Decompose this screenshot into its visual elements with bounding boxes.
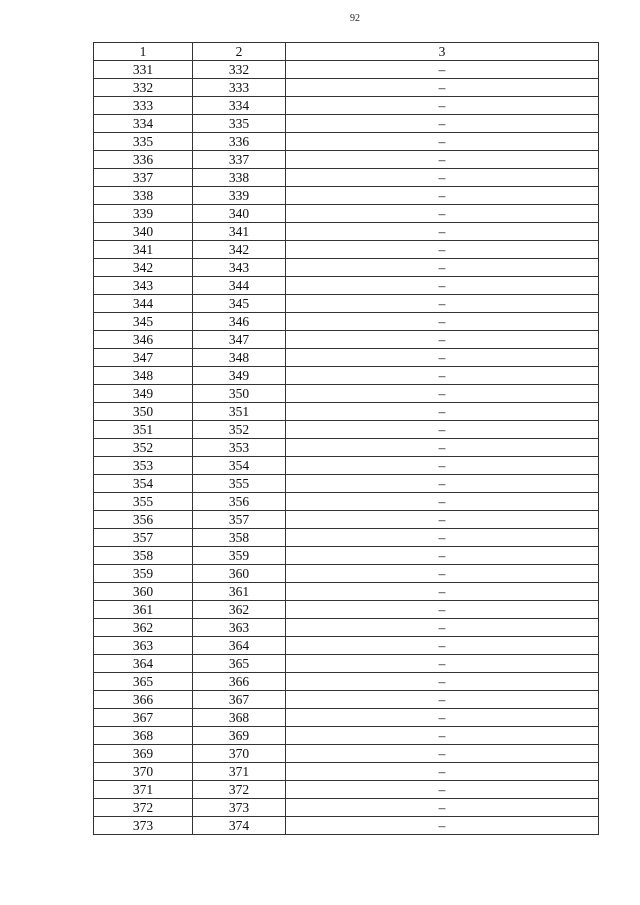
table-cell-col-3: – bbox=[286, 709, 599, 727]
table-row bbox=[94, 367, 599, 385]
table-cell-col-3: – bbox=[286, 799, 599, 817]
table-cell-col-3: – bbox=[286, 817, 599, 835]
table-row bbox=[94, 745, 599, 763]
table-row bbox=[94, 61, 599, 79]
table-cell-col-2: 361 bbox=[193, 583, 286, 601]
table-cell-col-1: 364 bbox=[94, 655, 193, 673]
table-cell-col-2: 332 bbox=[193, 61, 286, 79]
table-cell-col-2: 368 bbox=[193, 709, 286, 727]
table-cell-col-1: 349 bbox=[94, 385, 193, 403]
table-row bbox=[94, 313, 599, 331]
table-cell-col-2: 335 bbox=[193, 115, 286, 133]
table-cell-col-1: 335 bbox=[94, 133, 193, 151]
table-row bbox=[94, 511, 599, 529]
table-cell-col-3: – bbox=[286, 331, 599, 349]
table-cell-col-1: 333 bbox=[94, 97, 193, 115]
table-row bbox=[94, 205, 599, 223]
table-cell-col-1: 341 bbox=[94, 241, 193, 259]
table-cell-col-3: – bbox=[286, 745, 599, 763]
table-cell-col-2: 367 bbox=[193, 691, 286, 709]
table-cell-col-3: – bbox=[286, 151, 599, 169]
table-row bbox=[94, 817, 599, 835]
table-cell-col-3: – bbox=[286, 295, 599, 313]
table-row bbox=[94, 799, 599, 817]
table-cell-col-1: 343 bbox=[94, 277, 193, 295]
table-cell-col-1: 352 bbox=[94, 439, 193, 457]
table-cell-col-2: 373 bbox=[193, 799, 286, 817]
table-cell-col-1: 339 bbox=[94, 205, 193, 223]
table-cell-col-2: 355 bbox=[193, 475, 286, 493]
table-cell-col-2: 358 bbox=[193, 529, 286, 547]
table-cell-col-2: 371 bbox=[193, 763, 286, 781]
table-row bbox=[94, 475, 599, 493]
table-cell-col-1: 363 bbox=[94, 637, 193, 655]
table-cell-col-3: – bbox=[286, 367, 599, 385]
table-cell-col-2: 350 bbox=[193, 385, 286, 403]
table-cell-col-3: – bbox=[286, 205, 599, 223]
table-cell-col-3: – bbox=[286, 781, 599, 799]
table-cell-col-1: 334 bbox=[94, 115, 193, 133]
table-cell-col-3: – bbox=[286, 637, 599, 655]
table-cell-col-3: – bbox=[286, 673, 599, 691]
table-cell-col-1: 354 bbox=[94, 475, 193, 493]
table-cell-col-2: 348 bbox=[193, 349, 286, 367]
table-cell-col-2: 365 bbox=[193, 655, 286, 673]
table-row bbox=[94, 295, 599, 313]
table-row bbox=[94, 169, 599, 187]
table-cell-col-1: 356 bbox=[94, 511, 193, 529]
column-header-3: 3 bbox=[286, 43, 599, 61]
table-cell-col-1: 347 bbox=[94, 349, 193, 367]
table-row bbox=[94, 421, 599, 439]
table-cell-col-3: – bbox=[286, 439, 599, 457]
table-cell-col-1: 373 bbox=[94, 817, 193, 835]
table-cell-col-1: 367 bbox=[94, 709, 193, 727]
table-cell-col-3: – bbox=[286, 169, 599, 187]
table-row bbox=[94, 403, 599, 421]
table-cell-col-2: 351 bbox=[193, 403, 286, 421]
table-cell-col-3: – bbox=[286, 565, 599, 583]
table-row bbox=[94, 97, 599, 115]
table-cell-col-3: – bbox=[286, 619, 599, 637]
table-row bbox=[94, 259, 599, 277]
table-cell-col-3: – bbox=[286, 547, 599, 565]
table-row bbox=[94, 277, 599, 295]
table-cell-col-3: – bbox=[286, 385, 599, 403]
table-cell-col-2: 333 bbox=[193, 79, 286, 97]
table-row bbox=[94, 529, 599, 547]
table-cell-col-2: 363 bbox=[193, 619, 286, 637]
table-cell-col-3: – bbox=[286, 421, 599, 439]
table-cell-col-3: – bbox=[286, 691, 599, 709]
table-cell-col-3: – bbox=[286, 457, 599, 475]
table-row bbox=[94, 583, 599, 601]
table-cell-col-2: 342 bbox=[193, 241, 286, 259]
table-cell-col-1: 346 bbox=[94, 331, 193, 349]
table-cell-col-1: 371 bbox=[94, 781, 193, 799]
table-cell-col-1: 332 bbox=[94, 79, 193, 97]
table-cell-col-1: 351 bbox=[94, 421, 193, 439]
table-cell-col-2: 366 bbox=[193, 673, 286, 691]
table-cell-col-2: 343 bbox=[193, 259, 286, 277]
table-header-row bbox=[94, 43, 599, 61]
table-cell-col-2: 372 bbox=[193, 781, 286, 799]
table-row bbox=[94, 637, 599, 655]
table-cell-col-2: 340 bbox=[193, 205, 286, 223]
table-cell-col-3: – bbox=[286, 115, 599, 133]
table-cell-col-1: 345 bbox=[94, 313, 193, 331]
table-cell-col-2: 362 bbox=[193, 601, 286, 619]
table-cell-col-2: 359 bbox=[193, 547, 286, 565]
table-cell-col-1: 355 bbox=[94, 493, 193, 511]
table-cell-col-1: 348 bbox=[94, 367, 193, 385]
table-row bbox=[94, 619, 599, 637]
table-cell-col-2: 337 bbox=[193, 151, 286, 169]
table-cell-col-1: 353 bbox=[94, 457, 193, 475]
table-row bbox=[94, 79, 599, 97]
table-cell-col-1: 362 bbox=[94, 619, 193, 637]
table-cell-col-1: 336 bbox=[94, 151, 193, 169]
table-cell-col-1: 358 bbox=[94, 547, 193, 565]
table-cell-col-3: – bbox=[286, 493, 599, 511]
table-cell-col-3: – bbox=[286, 313, 599, 331]
table-cell-col-2: 336 bbox=[193, 133, 286, 151]
table-cell-col-1: 368 bbox=[94, 727, 193, 745]
table-cell-col-2: 347 bbox=[193, 331, 286, 349]
table-cell-col-1: 361 bbox=[94, 601, 193, 619]
table-row bbox=[94, 241, 599, 259]
table-cell-col-2: 346 bbox=[193, 313, 286, 331]
data-table bbox=[93, 42, 599, 835]
table-cell-col-3: – bbox=[286, 349, 599, 367]
table-cell-col-2: 349 bbox=[193, 367, 286, 385]
table-cell-col-3: – bbox=[286, 763, 599, 781]
table-row bbox=[94, 781, 599, 799]
table-row bbox=[94, 187, 599, 205]
table-cell-col-3: – bbox=[286, 655, 599, 673]
table-row bbox=[94, 439, 599, 457]
table-cell-col-2: 341 bbox=[193, 223, 286, 241]
table-cell-col-2: 370 bbox=[193, 745, 286, 763]
table-body bbox=[94, 61, 599, 835]
table-cell-col-2: 356 bbox=[193, 493, 286, 511]
table-cell-col-1: 338 bbox=[94, 187, 193, 205]
table-cell-col-2: 374 bbox=[193, 817, 286, 835]
table-cell-col-1: 360 bbox=[94, 583, 193, 601]
table-cell-col-1: 369 bbox=[94, 745, 193, 763]
table-cell-col-1: 342 bbox=[94, 259, 193, 277]
table-cell-col-2: 353 bbox=[193, 439, 286, 457]
table-row bbox=[94, 691, 599, 709]
table-cell-col-1: 331 bbox=[94, 61, 193, 79]
table-row bbox=[94, 349, 599, 367]
table-cell-col-1: 365 bbox=[94, 673, 193, 691]
table-cell-col-3: – bbox=[286, 79, 599, 97]
table-cell-col-1: 370 bbox=[94, 763, 193, 781]
table-cell-col-2: 364 bbox=[193, 637, 286, 655]
table-cell-col-3: – bbox=[286, 223, 599, 241]
table-cell-col-2: 354 bbox=[193, 457, 286, 475]
table-row bbox=[94, 385, 599, 403]
table-cell-col-3: – bbox=[286, 241, 599, 259]
table-cell-col-2: 369 bbox=[193, 727, 286, 745]
table-cell-col-3: – bbox=[286, 187, 599, 205]
table-cell-col-3: – bbox=[286, 727, 599, 745]
table-row bbox=[94, 601, 599, 619]
table-row bbox=[94, 133, 599, 151]
table-cell-col-3: – bbox=[286, 259, 599, 277]
table-row bbox=[94, 493, 599, 511]
table-row bbox=[94, 709, 599, 727]
table-cell-col-2: 344 bbox=[193, 277, 286, 295]
table-cell-col-1: 359 bbox=[94, 565, 193, 583]
table-cell-col-1: 337 bbox=[94, 169, 193, 187]
table-cell-col-1: 344 bbox=[94, 295, 193, 313]
table-cell-col-3: – bbox=[286, 133, 599, 151]
table-row bbox=[94, 223, 599, 241]
page-number: 92 bbox=[350, 13, 360, 24]
table-row bbox=[94, 331, 599, 349]
table-cell-col-3: – bbox=[286, 277, 599, 295]
column-header-1: 1 bbox=[94, 43, 193, 61]
table-cell-col-3: – bbox=[286, 61, 599, 79]
table-row bbox=[94, 115, 599, 133]
table-row bbox=[94, 151, 599, 169]
table-cell-col-1: 372 bbox=[94, 799, 193, 817]
table-row bbox=[94, 673, 599, 691]
table-cell-col-3: – bbox=[286, 403, 599, 421]
table-cell-col-3: – bbox=[286, 601, 599, 619]
table-cell-col-3: – bbox=[286, 583, 599, 601]
table-row bbox=[94, 763, 599, 781]
table-cell-col-2: 338 bbox=[193, 169, 286, 187]
table-row bbox=[94, 457, 599, 475]
table-cell-col-3: – bbox=[286, 97, 599, 115]
table-cell-col-2: 339 bbox=[193, 187, 286, 205]
table-cell-col-2: 334 bbox=[193, 97, 286, 115]
column-header-2: 2 bbox=[193, 43, 286, 61]
table-cell-col-1: 340 bbox=[94, 223, 193, 241]
table-row bbox=[94, 547, 599, 565]
table-row bbox=[94, 655, 599, 673]
table-cell-col-2: 357 bbox=[193, 511, 286, 529]
table-cell-col-3: – bbox=[286, 475, 599, 493]
table-cell-col-1: 357 bbox=[94, 529, 193, 547]
table-cell-col-3: – bbox=[286, 529, 599, 547]
table-cell-col-1: 350 bbox=[94, 403, 193, 421]
table-cell-col-1: 366 bbox=[94, 691, 193, 709]
table-cell-col-2: 345 bbox=[193, 295, 286, 313]
table-row bbox=[94, 727, 599, 745]
table-cell-col-2: 352 bbox=[193, 421, 286, 439]
table-cell-col-3: – bbox=[286, 511, 599, 529]
table-row bbox=[94, 565, 599, 583]
table-cell-col-2: 360 bbox=[193, 565, 286, 583]
